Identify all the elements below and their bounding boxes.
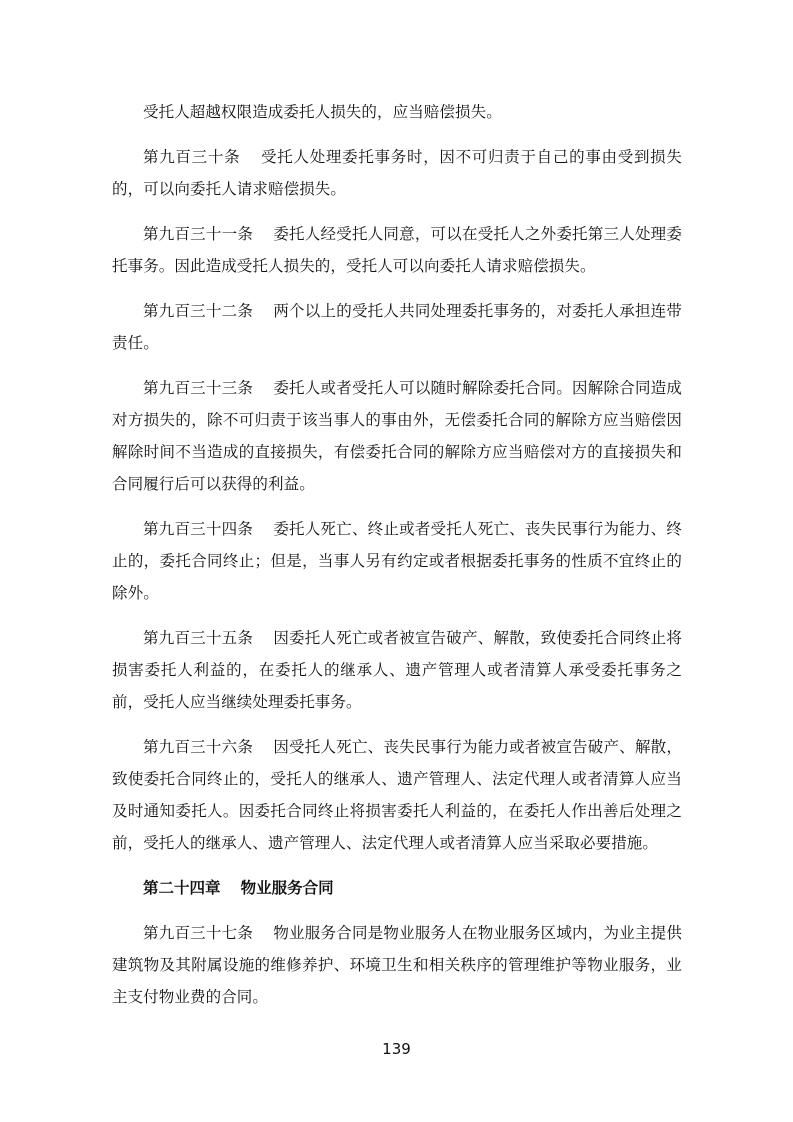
article-number: 第九百三十三条 — [143, 379, 254, 397]
article-935 — [112, 622, 682, 718]
article-text: 委托人死亡、终止或者受托人死亡、丧失民事行为能力、终止的，委托合同终止；但是，当事人另有约定或者根据委托事务的性质不宜终止的除外。 — [112, 520, 682, 602]
article-936 — [112, 731, 682, 859]
paragraph-text: 受托人超越权限造成委托人损失的，应当赔偿损失。 — [143, 103, 502, 121]
article-937 — [112, 917, 682, 1013]
article-text: 委托人经受托人同意，可以在受托人之外委托第三人处理委托事务。因此造成受托人损失的，受托人可以向委托人请求赔偿损失。 — [112, 225, 682, 275]
article-number: 第九百三十五条 — [143, 629, 254, 647]
article-number: 第九百三十六条 — [143, 738, 254, 756]
article-text: 委托人或者受托人可以随时解除委托合同。因解除合同造成对方损失的，除不可归责于该当事人的事由外，无偿委托合同的解除方应当赔偿因解除时间不当造成的直接损失，有偿委托合同的解除方应当赔偿对方的直接损失和合同履行后可以获得的利益。 — [112, 379, 682, 493]
document-page — [112, 96, 682, 1026]
article-number: 第九百三十七条 — [143, 924, 254, 942]
article-933 — [112, 372, 682, 500]
article-number: 第九百三十四条 — [143, 520, 254, 538]
article-text: 两个以上的受托人共同处理委托事务的，对委托人承担连带责任。 — [112, 302, 682, 352]
article-text: 因委托人死亡或者被宣告破产、解散，致使委托合同终止将损害委托人利益的，在委托人的继承人、遗产管理人或者清算人承受委托事务之前，受托人应当继续处理委托事务。 — [112, 629, 682, 711]
article-number: 第九百三十二条 — [143, 302, 254, 320]
article-932 — [112, 295, 682, 359]
article-text: 受托人处理委托事务时，因不可归责于自己的事由受到损失的，可以向委托人请求赔偿损失。 — [112, 148, 682, 198]
article-930 — [112, 141, 682, 205]
article-number: 第九百三十一条 — [143, 225, 254, 243]
chapter-number: 第二十四章 — [143, 879, 221, 897]
paragraph-continuation — [112, 96, 682, 128]
article-text: 因受托人死亡、丧失民事行为能力或者被宣告破产、解散，致使委托合同终止的，受托人的继承人、遗产管理人、法定代理人或者清算人应当及时通知委托人。因委托合同终止将损害委托人利益的，在委托人作出善后处理之前，受托人的继承人、遗产管理人、法定代理人或者清算人应当采取必要措施。 — [112, 738, 682, 852]
article-931 — [112, 218, 682, 282]
article-934 — [112, 513, 682, 609]
chapter-title: 物业服务合同 — [240, 879, 334, 897]
article-number: 第九百三十条 — [143, 148, 241, 166]
chapter-heading — [112, 872, 682, 904]
article-text: 物业服务合同是物业服务人在物业服务区域内，为业主提供建筑物及其附属设施的维修养护、环境卫生和相关秩序的管理维护等物业服务，业主支付物业费的合同。 — [112, 924, 682, 1006]
page-number: 139 — [382, 1040, 411, 1058]
